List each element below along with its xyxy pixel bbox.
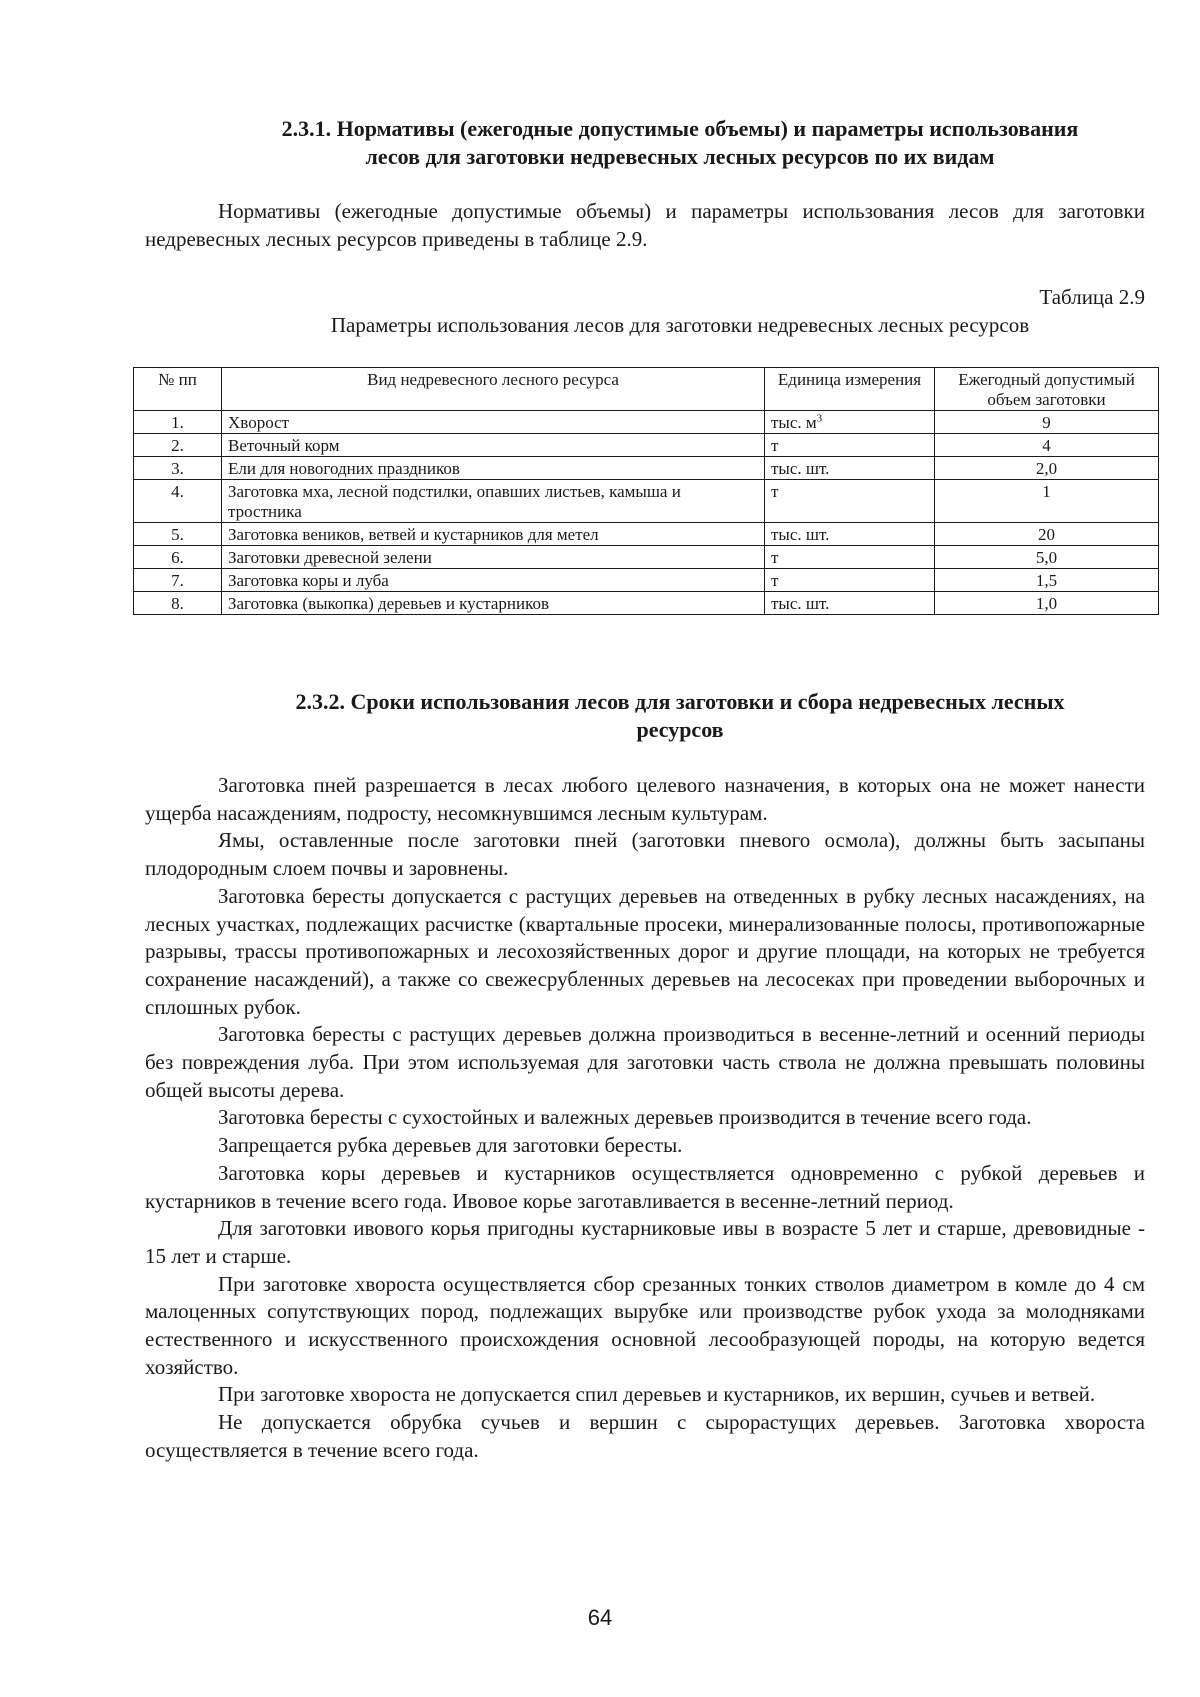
row-resource-type [222, 480, 765, 523]
table-row [134, 411, 1159, 434]
row-annual-volume-text: 1 [1042, 482, 1051, 501]
row-unit [765, 569, 935, 592]
row-annual-volume-text: 20 [1038, 525, 1055, 544]
header-annual-volume: Ежегодный допустимый объем заготовки [935, 368, 1159, 411]
row-unit [765, 411, 935, 434]
row-num [134, 457, 222, 480]
row-num-text: 1. [171, 413, 184, 432]
row-num-text: 3. [171, 459, 184, 478]
row-unit-text: т [771, 436, 779, 455]
page-number: 64 [587, 1605, 613, 1630]
body-paragraph: При заготовке хвороста не допускается спил деревьев и кустарников, их вершин, сучьев и ветвей. [218, 1382, 1096, 1407]
row-annual-volume [935, 546, 1159, 569]
row-resource-type [222, 457, 765, 480]
header-unit: Единица измерения [765, 368, 935, 411]
unit-superscript: 3 [816, 412, 823, 425]
row-annual-volume-text: 1,0 [1035, 594, 1058, 613]
row-unit-text: тыс. шт. [771, 459, 830, 478]
row-resource-type-text: Ели для новогодних праздников [228, 459, 460, 478]
row-resource-type-text: Заготовка веников, ветвей и кустарников для метел [228, 525, 599, 544]
header-resource-type: Вид недревесного лесного ресурса [222, 368, 765, 411]
heading-line: 2.3.2. Сроки использования лесов для заготовки и сбора недревесных лесных [295, 689, 1065, 714]
section-heading-2-3-1 [200, 115, 1160, 171]
row-resource-type [222, 523, 765, 546]
row-unit-text: т [771, 482, 779, 501]
table-caption: Параметры использования лесов для заготовки недревесных лесных ресурсов [330, 313, 1030, 337]
header-num: № пп [134, 368, 222, 411]
table-row [134, 480, 1159, 523]
row-unit-text: т [771, 571, 779, 590]
heading-line: 2.3.1. Нормативы (ежегодные допустимые объемы) и параметры использования [281, 116, 1079, 141]
table-row [134, 434, 1159, 457]
table-row [134, 523, 1159, 546]
row-num-text: 2. [171, 436, 184, 455]
table-row [134, 569, 1159, 592]
body-paragraph: Заготовка коры деревьев и кустарников осуществляется одновременно с рубкой деревьев и кустарников в течение всего года. Ивовое корье заготавливается в весенне-летний период. [145, 1160, 1145, 1213]
body-paragraph: Ямы, оставленные после заготовки пней (заготовки пневого осмола), должны быть засыпаны плодородным слоем почвы и заровнены. [145, 828, 1145, 881]
row-num-text: 4. [171, 482, 184, 501]
body-paragraph: При заготовке хвороста осуществляется сбор срезанных тонких стволов диаметром в комле до 4 см малоценных сопутствующих пород, подлежащих вырубке или производстве рубок ухода за молодняками естественного и искусственного происхождения основной лесообразующей породы, на которую ведется хозяйство. [145, 1271, 1145, 1379]
row-annual-volume [935, 523, 1159, 546]
row-num-text: 7. [171, 571, 184, 590]
row-num [134, 434, 222, 457]
body-paragraph: Заготовка бересты с сухостойных и валежных деревьев производится в течение всего года. [218, 1105, 1032, 1130]
row-unit [765, 434, 935, 457]
row-unit [765, 480, 935, 523]
table-row [134, 457, 1159, 480]
body-paragraph: Запрещается рубка деревьев для заготовки бересты. [218, 1133, 683, 1158]
row-unit-text: т [771, 548, 779, 567]
row-resource-type-text: Хворост [228, 413, 290, 432]
row-annual-volume-text: 2,0 [1035, 459, 1058, 478]
table-body [134, 411, 1159, 615]
row-num [134, 411, 222, 434]
row-annual-volume [935, 411, 1159, 434]
row-num [134, 523, 222, 546]
body-paragraph: Заготовка бересты допускается с растущих деревьев на отведенных в рубку лесных насаждениях, на лесных участках, подлежащих расчистке (квартальные просеки, минерализованные полосы, противопожарные разрывы, трассы противопожарных и лесохозяйственных дорог и другие площади, на которых не требуется сохранение насаждений), а также со свежесрубленных деревьев на лесосеках при проведении выборочных и сплошных рубок. [145, 883, 1145, 1019]
row-resource-type [222, 434, 765, 457]
row-unit [765, 523, 935, 546]
body-paragraph: Не допускается обрубка сучьев и вершин с сырорастущих деревьев. Заготовка хвороста осуществляется в течение всего года. [145, 1410, 1145, 1462]
body-paragraph: Заготовка бересты с растущих деревьев должна производиться в весенне-летний и осенний периоды без повреждения луба. При этом используемая для заготовки часть ствола не должна превышать половины общей высоты дерева. [145, 1022, 1145, 1102]
row-num-text: 8. [171, 594, 184, 613]
row-unit-text: тыс. шт. [771, 525, 830, 544]
row-unit [765, 592, 935, 615]
body-paragraph: Для заготовки ивового корья пригодны кустарниковые ивы в возрасте 5 лет и старше, древовидные - 15 лет и старше. [145, 1216, 1145, 1268]
row-resource-type [222, 411, 765, 434]
row-annual-volume-text: 1,5 [1035, 571, 1058, 590]
table-row [134, 546, 1159, 569]
row-num [134, 480, 222, 523]
row-resource-type-text: Веточный корм [228, 436, 340, 455]
table-header-row [134, 368, 1159, 411]
body-paragraph: Заготовка пней разрешается в лесах любого целевого назначения, в которых она не может нанести ущерба насаждениям, подросту, несомкнувшимся лесным культурам. [145, 773, 1145, 825]
section-heading-2-3-2 [200, 688, 1160, 744]
row-resource-type [222, 546, 765, 569]
table-row [134, 592, 1159, 615]
heading-line: лесов для заготовки недревесных лесных ресурсов по их видам [365, 144, 995, 169]
row-num [134, 546, 222, 569]
row-resource-type-text: Заготовка коры и луба [228, 571, 389, 590]
row-annual-volume-text: 5,0 [1035, 548, 1058, 567]
heading-line: ресурсов [636, 717, 724, 742]
row-resource-type-text: Заготовка (выкопка) деревьев и кустарников [228, 594, 550, 613]
row-resource-type [222, 592, 765, 615]
row-annual-volume [935, 480, 1159, 523]
row-resource-type [222, 569, 765, 592]
row-unit-text: тыс. шт. [771, 594, 830, 613]
row-unit [765, 546, 935, 569]
section-body [145, 772, 1145, 1465]
row-annual-volume-text: 9 [1042, 413, 1051, 432]
row-annual-volume [935, 592, 1159, 615]
row-unit [765, 457, 935, 480]
row-num-text: 5. [171, 525, 184, 544]
row-annual-volume [935, 569, 1159, 592]
row-resource-type-text: Заготовки древесной зелени [228, 548, 432, 567]
row-annual-volume-text: 4 [1042, 436, 1051, 455]
row-resource-type-text: Заготовка мха, лесной подстилки, опавших листьев, камыша и тростника [228, 482, 681, 521]
row-annual-volume [935, 434, 1159, 457]
table-number: Таблица 2.9 [1039, 285, 1145, 309]
row-annual-volume [935, 457, 1159, 480]
row-num-text: 6. [171, 548, 184, 567]
intro-paragraph: Нормативы (ежегодные допустимые объемы) и параметры использования лесов для заготовки недревесных лесных ресурсов приведены в таблице 2.9. [145, 199, 1145, 251]
row-num [134, 592, 222, 615]
resources-table [133, 367, 1159, 615]
row-unit-text: тыс. м [771, 413, 817, 432]
row-num [134, 569, 222, 592]
